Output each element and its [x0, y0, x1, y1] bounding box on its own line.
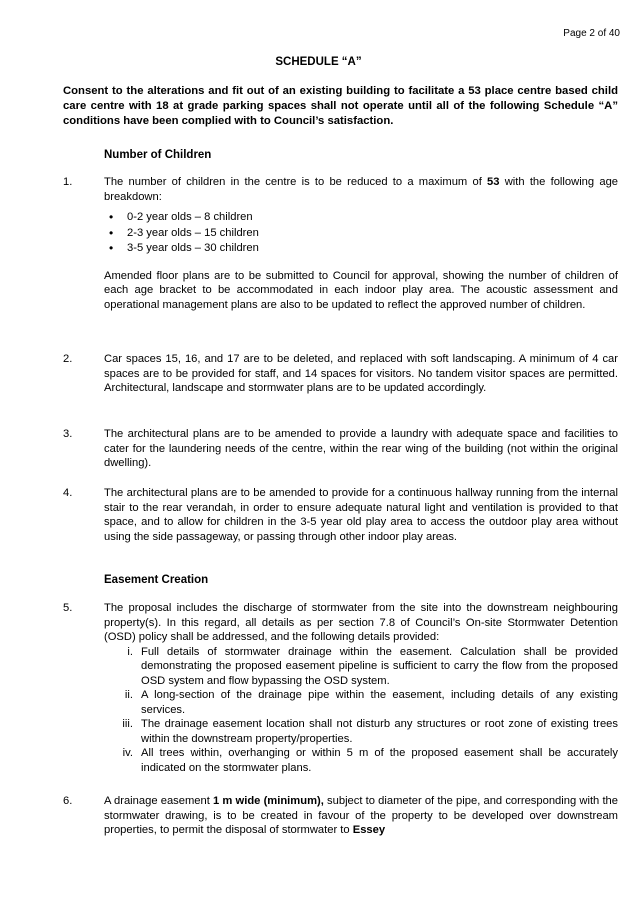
section-heading-easement-creation: Easement Creation	[104, 574, 209, 586]
document-title: SCHEDULE “A”	[275, 56, 362, 68]
item-text-part: The number of children in the centre is to be reduced to a maximum of	[104, 176, 488, 188]
item-text-part: A drainage easement	[104, 795, 214, 807]
item-text: The architectural plans are to be amended to provide for a continuous hallway running from the internal stair to the rear verandah, in order to ensure adequate natural light and ventilation is provided to that space, and to allow for children in the 3-5 year old play area to access the outdoor play area without using the side passageway, or passing through other indoor play areas.	[104, 487, 618, 543]
item-text: The architectural plans are to be amended to provide a laundry with adequate space and facilities to cater for the laundering needs of the centre, within the rear wing of the building (not within the original dwelling).	[104, 428, 618, 469]
item-text: Car spaces 15, 16, and 17 are to be deleted, and replaced with soft landscaping. A minimum of 4 car spaces are to be provided for staff, and 14 spaces for visitors. No tandem visitor spaces are permitted. Architectural, landscape and stormwater plans are to be updated accordingly.	[104, 353, 618, 394]
item-number: 6.	[63, 795, 73, 807]
sub-item-numeral: i.	[127, 645, 133, 658]
item-number: 4.	[63, 487, 73, 499]
sub-item-text: A long-section of the drainage pipe within the easement, including details of any existing services.	[141, 689, 618, 716]
item-text-bold: Essey	[352, 824, 386, 836]
item-text-part: subject to diameter of the pipe, and corresponding with the stormwater drawing, is to be created in favour of the property to be developed over downstream properties, to permit the disposal of stormwater to	[104, 795, 618, 836]
item-number: 2.	[63, 353, 73, 365]
list-item: • 2-3 year olds – 15 children	[104, 226, 618, 242]
sub-item	[104, 746, 618, 775]
sub-item-numeral: ii.	[124, 689, 133, 701]
sub-item	[104, 645, 618, 689]
condition-item-5	[63, 601, 618, 775]
item-text-bold: 1 m wide (minimum),	[213, 795, 324, 807]
item-text	[104, 175, 618, 204]
item-number: 5.	[63, 602, 73, 614]
page-number: Page 2 of 40	[563, 28, 620, 39]
sub-item-text: All trees within, overhanging or within 5 m of the proposed easement shall be accurately indicated on the stormwater plans.	[141, 747, 618, 774]
condition-item-3	[63, 427, 618, 471]
item-text	[104, 794, 618, 838]
sub-item-text: The drainage easement location shall not disturb any structures or root zone of existing trees within the downstream property/properties.	[141, 718, 618, 745]
sub-item-numeral: iv.	[122, 747, 133, 759]
item-paragraph: Amended floor plans are to be submitted to Council for approval, showing the number of children of each age bracket to be accommodated in each indoor play area. The acoustic assessment and operational management plans are also to be updated to reflect the approved number of children.	[104, 269, 618, 311]
section-heading-number-of-children: Number of Children	[104, 149, 212, 161]
list-item: • 0-2 year olds – 8 children	[104, 210, 618, 226]
condition-item-6	[63, 794, 618, 838]
age-breakdown-list	[104, 210, 618, 257]
sub-item-numeral: iii.	[122, 718, 133, 730]
condition-item-1	[63, 175, 618, 312]
item-text-part: with the following age breakdown:	[104, 176, 619, 203]
sub-item-text: Full details of stormwater drainage within the easement. Calculation shall be provided demonstrating the proposed easement pipeline is sufficient to carry the flow from the proposed OSD system and flow bypassing the OSD system.	[141, 645, 618, 687]
condition-item-4	[63, 486, 618, 544]
item-number: 3.	[63, 428, 73, 440]
sub-item	[104, 717, 618, 746]
sub-item	[104, 688, 618, 717]
item-text: The proposal includes the discharge of stormwater from the site into the downstream neighbouring property(s). In this regard, all details as per section 7.8 of Council’s On-site Stormwater Detention (OSD) policy shall be addressed, and the following details provided:	[104, 602, 618, 643]
intro-paragraph: Consent to the alterations and fit out of an existing building to facilitate a 53 place centre based child care centre with 18 at grade parking spaces shall not operate until all of the following Schedule “A” conditions have been complied with to Council’s satisfaction.	[63, 85, 618, 127]
list-item: • 3-5 year olds – 30 children	[104, 241, 618, 257]
condition-item-2	[63, 352, 618, 396]
item-text-bold: 53	[487, 176, 500, 188]
item-number: 1.	[63, 176, 73, 188]
